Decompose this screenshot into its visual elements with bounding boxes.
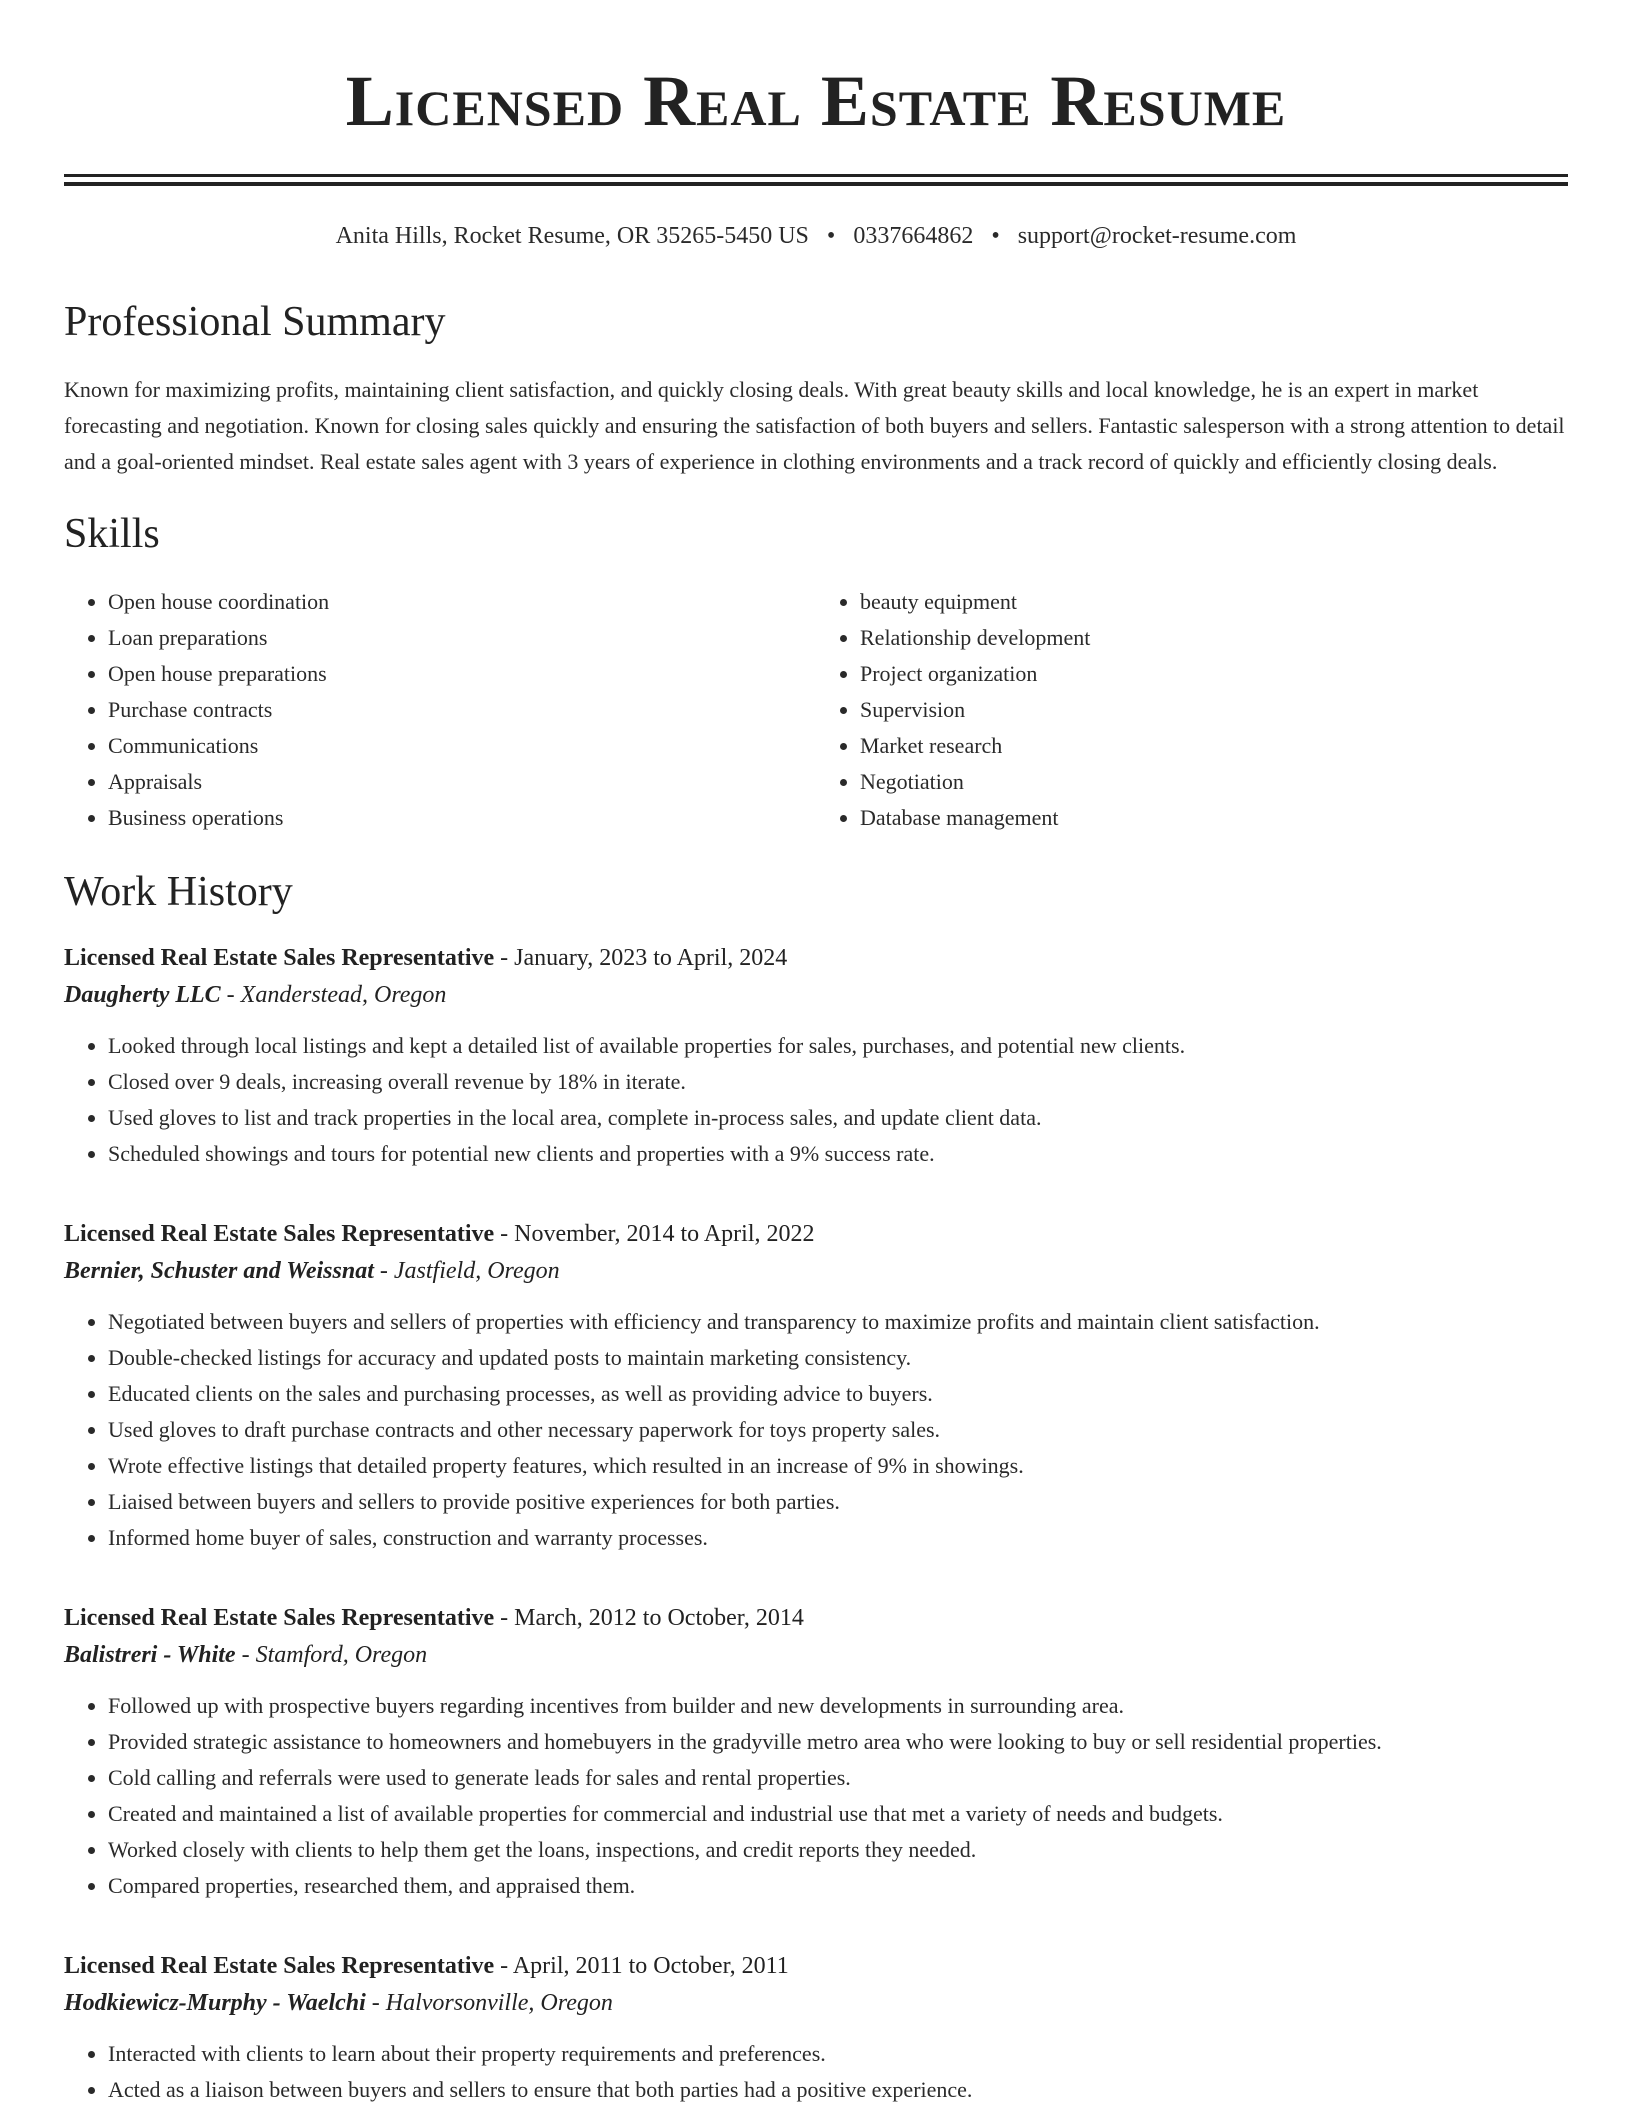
job-company: Bernier, Schuster and Weissnat xyxy=(64,1258,374,1284)
skills-column-left xyxy=(64,584,816,836)
job-entry xyxy=(64,1948,1568,2108)
job-title: Licensed Real Estate Sales Representative xyxy=(64,945,495,971)
skills-column-right xyxy=(816,584,1568,836)
resume-page xyxy=(64,0,1568,2108)
job-title: Licensed Real Estate Sales Representative xyxy=(64,1605,495,1631)
job-dates: April, 2011 to October, 2011 xyxy=(512,1953,789,1979)
page-title: Licensed Real Estate Resume xyxy=(345,61,1287,141)
skill-item: • Business operations xyxy=(108,800,816,836)
job-bullet: • Closed over 9 deals, increasing overall revenue by 18% in iterate. xyxy=(108,1064,1568,1100)
work-history-heading: Work History xyxy=(64,869,293,915)
skill-item: • Open house coordination xyxy=(108,584,816,620)
job-bullet: • Created and maintained a list of available properties for commercial and industrial use that met a variety of needs and budgets. xyxy=(108,1796,1568,1832)
contact-separator: • xyxy=(991,223,1000,249)
job-bullet: • Interacted with clients to learn about their property requirements and preferences. xyxy=(108,2036,1568,2072)
job-bullets xyxy=(64,1304,1568,1556)
job-bullet: • Used gloves to list and track properties in the local area, complete in-process sales, and update client data. xyxy=(108,1100,1568,1136)
job-bullets xyxy=(64,1028,1568,1172)
job-title: Licensed Real Estate Sales Representative xyxy=(64,1953,495,1979)
skill-item: • Relationship development xyxy=(860,620,1568,656)
contact-line xyxy=(64,220,1568,252)
job-entry xyxy=(64,1216,1568,1556)
contact-address: Anita Hills, Rocket Resume, OR 35265-5450 US xyxy=(335,223,809,249)
skill-item: • Negotiation xyxy=(860,764,1568,800)
job-company-line: Daugherty LLC - Xanderstead, Oregon xyxy=(64,982,447,1008)
summary-text: Known for maximizing profits, maintaining client satisfaction, and quickly closing deals. With great beauty skills and local knowledge, he is an expert in market forecasting and negotiation. Known for closing sales quickly and ensuring the satisfaction of both buyers and sellers. Fantastic salesperson with a strong attention to detail and a goal-oriented mindset. Real estate sales agent with 3 years of experience in clothing environments and a track record of quickly and efficiently closing deals. xyxy=(64,377,1565,474)
job-bullet: • Worked closely with clients to help them get the loans, inspections, and credit reports they needed. xyxy=(108,1832,1568,1868)
job-dates: March, 2012 to October, 2014 xyxy=(514,1605,804,1631)
job-company-line: Hodkiewicz-Murphy - Waelchi - Halvorsonville, Oregon xyxy=(64,1990,613,2016)
job-bullet: • Wrote effective listings that detailed property features, which resulted in an increase of 9% in showings. xyxy=(108,1448,1568,1484)
skill-item: • Market research xyxy=(860,728,1568,764)
job-bullet: • Informed home buyer of sales, construction and warranty processes. xyxy=(108,1520,1568,1556)
job-company-line: Bernier, Schuster and Weissnat - Jastfield, Oregon xyxy=(64,1258,560,1284)
skill-item: • Database management xyxy=(860,800,1568,836)
contact-email: support@rocket-resume.com xyxy=(1017,223,1297,249)
job-header: Licensed Real Estate Sales Representative - April, 2011 to October, 2011 xyxy=(64,1953,789,1979)
job-bullet: • Cold calling and referrals were used to generate leads for sales and rental properties. xyxy=(108,1760,1568,1796)
job-bullet: • Used gloves to draft purchase contracts and other necessary paperwork for toys property sales. xyxy=(108,1412,1568,1448)
job-title: Licensed Real Estate Sales Representative xyxy=(64,1221,495,1247)
job-bullet: • Compared properties, researched them, and appraised them. xyxy=(108,1868,1568,1904)
job-bullets xyxy=(64,1688,1568,1904)
job-bullet: • Scheduled showings and tours for potential new clients and properties with a 9% success rate. xyxy=(108,1136,1568,1172)
job-location: Stamford, Oregon xyxy=(255,1642,428,1668)
job-company: Hodkiewicz-Murphy - Waelchi xyxy=(64,1990,366,2016)
job-dates: November, 2014 to April, 2022 xyxy=(514,1221,815,1247)
job-entry xyxy=(64,940,1568,1172)
job-header: Licensed Real Estate Sales Representative - January, 2023 to April, 2024 xyxy=(64,945,788,971)
job-bullet: • Followed up with prospective buyers regarding incentives from builder and new developments in surrounding area. xyxy=(108,1688,1568,1724)
job-location: Halvorsonville, Oregon xyxy=(385,1990,613,2016)
job-bullet: • Educated clients on the sales and purchasing processes, as well as providing advice to buyers. xyxy=(108,1376,1568,1412)
job-bullet: • Negotiated between buyers and sellers of properties with efficiency and transparency to maximize profits and maintain client satisfaction. xyxy=(108,1304,1568,1340)
skill-item: • Supervision xyxy=(860,692,1568,728)
job-company-line: Balistreri - White - Stamford, Oregon xyxy=(64,1642,428,1668)
job-company: Daugherty LLC xyxy=(64,982,221,1008)
skill-item: • Appraisals xyxy=(108,764,816,800)
skill-item: • Project organization xyxy=(860,656,1568,692)
job-entry xyxy=(64,1600,1568,1904)
skills-heading: Skills xyxy=(64,511,160,557)
job-bullet: • Acted as a liaison between buyers and sellers to ensure that both parties had a positive experience. xyxy=(108,2072,1568,2108)
job-header: Licensed Real Estate Sales Representative - March, 2012 to October, 2014 xyxy=(64,1605,804,1631)
job-location: Jastfield, Oregon xyxy=(393,1258,560,1284)
skill-item: • beauty equipment xyxy=(860,584,1568,620)
contact-phone: 0337664862 xyxy=(853,223,974,249)
skill-item: • Loan preparations xyxy=(108,620,816,656)
summary-heading: Professional Summary xyxy=(64,299,446,345)
job-company: Balistreri - White xyxy=(64,1642,236,1668)
job-header: Licensed Real Estate Sales Representative - November, 2014 to April, 2022 xyxy=(64,1221,815,1247)
job-location: Xanderstead, Oregon xyxy=(240,982,447,1008)
job-bullets xyxy=(64,2036,1568,2108)
job-bullet: • Liaised between buyers and sellers to provide positive experiences for both parties. xyxy=(108,1484,1568,1520)
job-bullet: • Looked through local listings and kept a detailed list of available properties for sales, purchases, and potential new clients. xyxy=(108,1028,1568,1064)
job-dates: January, 2023 to April, 2024 xyxy=(514,945,788,971)
skill-item: • Communications xyxy=(108,728,816,764)
title-divider xyxy=(64,174,1568,186)
skills-list xyxy=(64,584,1568,836)
job-bullet: • Provided strategic assistance to homeowners and homebuyers in the gradyville metro area who were looking to buy or sell residential properties. xyxy=(108,1724,1568,1760)
skill-item: • Open house preparations xyxy=(108,656,816,692)
job-bullet: • Double-checked listings for accuracy and updated posts to maintain marketing consistency. xyxy=(108,1340,1568,1376)
contact-separator: • xyxy=(826,223,836,249)
skill-item: • Purchase contracts xyxy=(108,692,816,728)
